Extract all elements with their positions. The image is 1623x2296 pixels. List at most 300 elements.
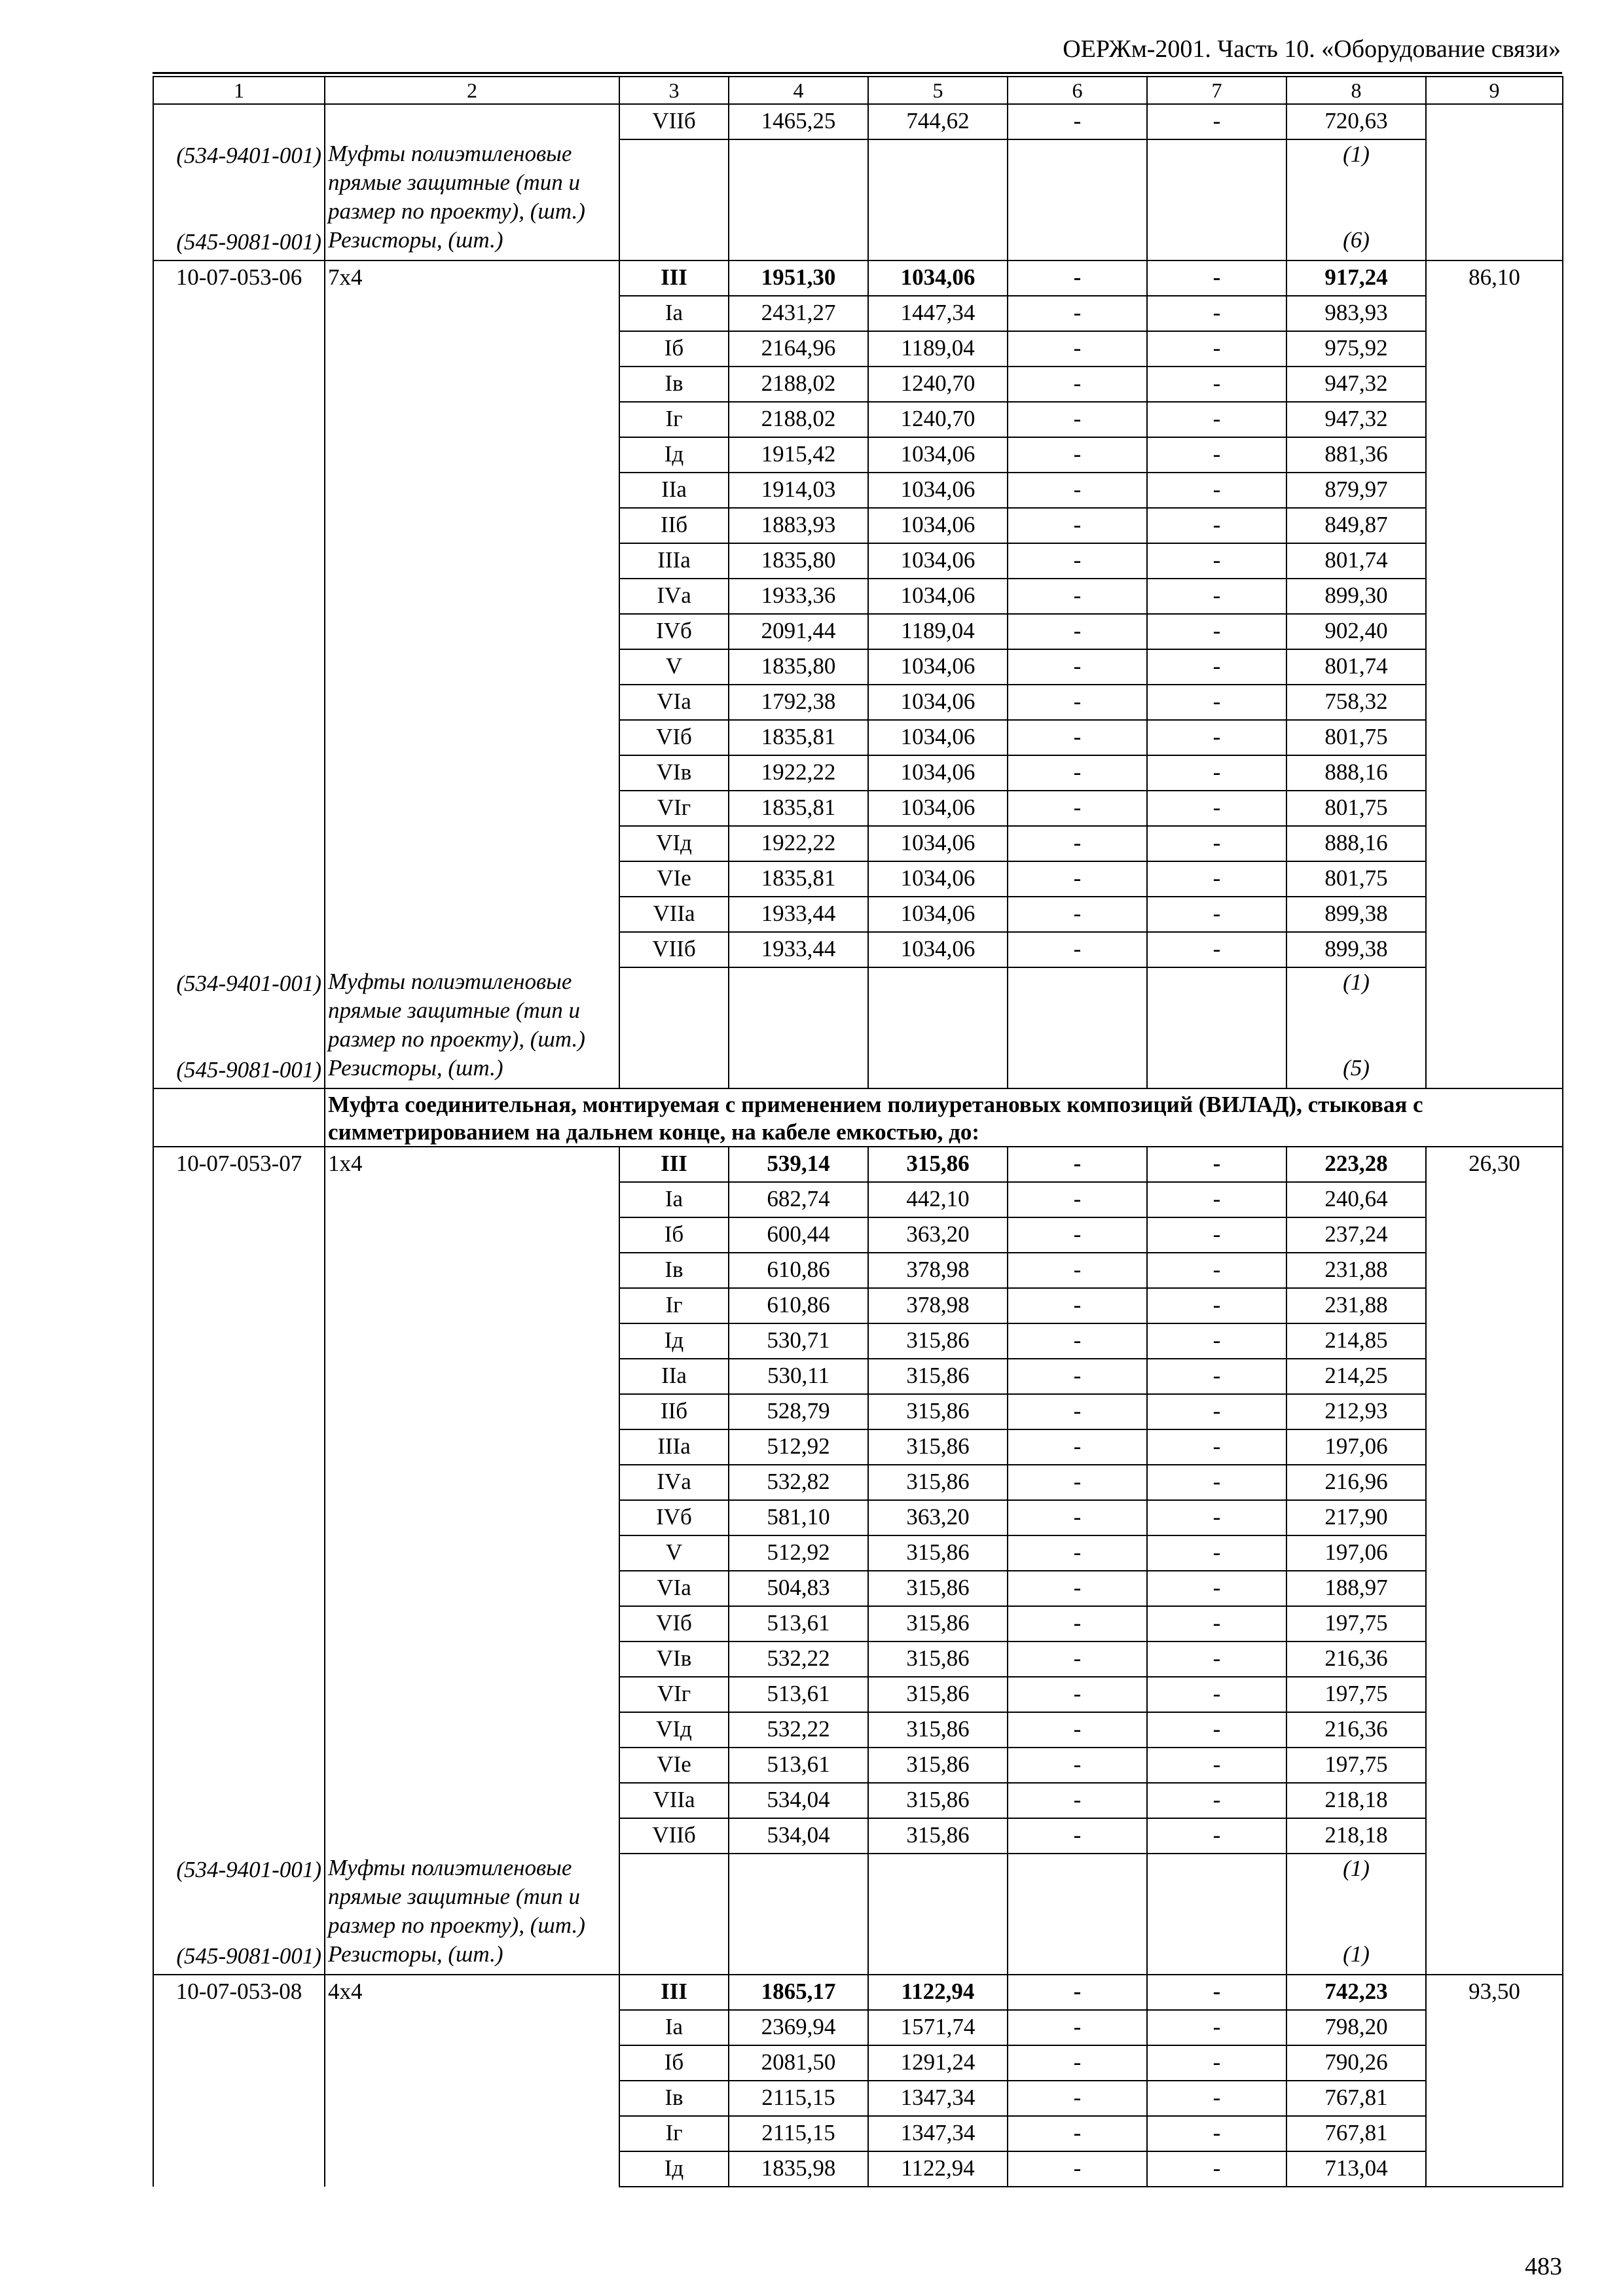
rate-code: 10-07-053-07 — [153, 1147, 325, 1854]
empty-cell — [1008, 1054, 1147, 1088]
machinist-wages-cell: - — [1147, 579, 1286, 614]
total-cost-cell: 1883,93 — [729, 508, 868, 543]
machines-cell: - — [1008, 1712, 1147, 1748]
empty-cell — [729, 139, 868, 226]
empty-cell — [868, 1054, 1008, 1088]
page-number: 483 — [1525, 2253, 1562, 2280]
materials-cell: 975,92 — [1286, 331, 1426, 367]
materials-cell: 720,63 — [1286, 104, 1426, 139]
total-cost-cell: 2115,15 — [729, 2116, 868, 2151]
zone-cell: Iд — [619, 2151, 729, 2187]
total-cost-cell: 1835,81 — [729, 861, 868, 897]
materials-cell: 742,23 — [1286, 1975, 1426, 2010]
material-code: (545-9081-001) — [153, 226, 325, 260]
wages-cell: 442,10 — [868, 1182, 1008, 1217]
machinist-wages-cell: - — [1147, 473, 1286, 508]
zone-cell: Iб — [619, 1217, 729, 1253]
machines-cell: - — [1008, 1975, 1147, 2010]
column-number: 9 — [1426, 77, 1563, 104]
total-cost-cell: 1933,44 — [729, 932, 868, 967]
empty-cell — [868, 226, 1008, 260]
materials-cell: 801,75 — [1286, 720, 1426, 755]
wages-cell: 1034,06 — [868, 720, 1008, 755]
wages-cell: 315,86 — [868, 1359, 1008, 1394]
machines-cell: - — [1008, 720, 1147, 755]
materials-cell: 917,24 — [1286, 260, 1426, 296]
machines-cell: - — [1008, 473, 1147, 508]
machinist-wages-cell: - — [1147, 1217, 1286, 1253]
machinist-wages-cell: - — [1147, 826, 1286, 861]
machines-cell: - — [1008, 1748, 1147, 1783]
machinist-wages-cell: - — [1147, 543, 1286, 579]
machinist-wages-cell: - — [1147, 1500, 1286, 1535]
machines-cell: - — [1008, 543, 1147, 579]
material-row — [153, 967, 1563, 1054]
machines-cell: - — [1008, 1465, 1147, 1500]
material-quantity: (1) — [1286, 1940, 1426, 1975]
empty-cell — [1008, 1940, 1147, 1975]
zone-cell: III — [619, 1147, 729, 1182]
zone-cell: IVб — [619, 614, 729, 649]
table-row — [153, 1975, 1563, 2010]
material-code: (534-9401-001) — [153, 1854, 325, 1940]
total-cost-cell: 2188,02 — [729, 402, 868, 437]
zone-cell: VIе — [619, 861, 729, 897]
zone-cell: Iа — [619, 2010, 729, 2045]
machines-cell: - — [1008, 1394, 1147, 1429]
wages-cell: 1189,04 — [868, 614, 1008, 649]
machinist-wages-cell: - — [1147, 685, 1286, 720]
total-cost-cell: 2369,94 — [729, 2010, 868, 2045]
machines-cell: - — [1008, 1253, 1147, 1288]
total-cost-cell: 513,61 — [729, 1606, 868, 1641]
column-number: 6 — [1008, 77, 1147, 104]
materials-cell: 767,81 — [1286, 2116, 1426, 2151]
section-title: Муфта соединительная, монтируемая с применением полиуретановых композиций (ВИЛАД), стыковая с симметрированием на дальнем конце, на кабеле емкостью, до: — [325, 1088, 1563, 1147]
total-cost-cell: 528,79 — [729, 1394, 868, 1429]
materials-cell: 801,75 — [1286, 861, 1426, 897]
machinist-wages-cell: - — [1147, 2116, 1286, 2151]
machines-cell: - — [1008, 932, 1147, 967]
wages-cell: 1034,06 — [868, 861, 1008, 897]
machines-cell: - — [1008, 897, 1147, 932]
empty-cell — [1008, 967, 1147, 1054]
wages-cell: 1034,06 — [868, 437, 1008, 473]
machines-cell: - — [1008, 508, 1147, 543]
material-name: Муфты полиэтиленовые прямые защитные (тип и размер по проекту), (шт.) — [325, 967, 619, 1054]
total-cost-cell: 2188,02 — [729, 367, 868, 402]
labor-cost-cell: 86,10 — [1426, 260, 1563, 1088]
materials-cell: 197,75 — [1286, 1677, 1426, 1712]
zone-cell: Iв — [619, 367, 729, 402]
total-cost-cell: 539,14 — [729, 1147, 868, 1182]
machinist-wages-cell: - — [1147, 1748, 1286, 1783]
wages-cell: 315,86 — [868, 1535, 1008, 1571]
zone-cell: VIв — [619, 755, 729, 791]
wages-cell: 1347,34 — [868, 2116, 1008, 2151]
empty-cell — [729, 1940, 868, 1975]
total-cost-cell: 1922,22 — [729, 755, 868, 791]
zone-cell: Iа — [619, 1182, 729, 1217]
wages-cell: 1347,34 — [868, 2081, 1008, 2116]
total-cost-cell: 2115,15 — [729, 2081, 868, 2116]
column-number-row — [153, 77, 1563, 104]
machines-cell: - — [1008, 402, 1147, 437]
machinist-wages-cell: - — [1147, 1288, 1286, 1323]
machinist-wages-cell: - — [1147, 720, 1286, 755]
machines-cell: - — [1008, 791, 1147, 826]
empty-cell — [619, 226, 729, 260]
zone-cell: III — [619, 260, 729, 296]
material-code: (534-9401-001) — [153, 139, 325, 226]
machines-cell: - — [1008, 331, 1147, 367]
machinist-wages-cell: - — [1147, 296, 1286, 331]
zone-cell: VIг — [619, 791, 729, 826]
wages-cell: 1240,70 — [868, 367, 1008, 402]
machines-cell: - — [1008, 755, 1147, 791]
empty-cell — [619, 1940, 729, 1975]
column-number: 3 — [619, 77, 729, 104]
materials-cell: 899,30 — [1286, 579, 1426, 614]
materials-cell: 899,38 — [1286, 932, 1426, 967]
wages-cell: 315,86 — [868, 1571, 1008, 1606]
machinist-wages-cell: - — [1147, 649, 1286, 685]
wages-cell: 1189,04 — [868, 331, 1008, 367]
machinist-wages-cell: - — [1147, 1253, 1286, 1288]
total-cost-cell: 1922,22 — [729, 826, 868, 861]
wages-cell: 1034,06 — [868, 649, 1008, 685]
empty-cell — [868, 139, 1008, 226]
machines-cell: - — [1008, 367, 1147, 402]
zone-cell: VIб — [619, 1606, 729, 1641]
materials-cell: 983,93 — [1286, 296, 1426, 331]
running-header: ОЕРЖм-2001. Часть 10. «Оборудование связи» — [1063, 35, 1561, 63]
empty-cell — [868, 967, 1008, 1054]
wages-cell: 1034,06 — [868, 826, 1008, 861]
machinist-wages-cell: - — [1147, 1975, 1286, 2010]
materials-cell: 197,06 — [1286, 1535, 1426, 1571]
machinist-wages-cell: - — [1147, 932, 1286, 967]
column-number: 5 — [868, 77, 1008, 104]
empty-cell — [1147, 1854, 1286, 1940]
materials-cell: 947,32 — [1286, 402, 1426, 437]
machinist-wages-cell: - — [1147, 437, 1286, 473]
materials-cell: 231,88 — [1286, 1288, 1426, 1323]
zone-cell: IIа — [619, 1359, 729, 1394]
machinist-wages-cell: - — [1147, 1535, 1286, 1571]
empty-cell — [325, 104, 619, 139]
material-quantity: (1) — [1286, 1854, 1426, 1940]
total-cost-cell: 610,86 — [729, 1288, 868, 1323]
total-cost-cell: 610,86 — [729, 1253, 868, 1288]
machinist-wages-cell: - — [1147, 1818, 1286, 1854]
zone-cell: IIа — [619, 473, 729, 508]
machines-cell: - — [1008, 1818, 1147, 1854]
wages-cell: 1034,06 — [868, 791, 1008, 826]
total-cost-cell: 504,83 — [729, 1571, 868, 1606]
machines-cell: - — [1008, 2151, 1147, 2187]
materials-cell: 218,18 — [1286, 1783, 1426, 1818]
materials-cell: 758,32 — [1286, 685, 1426, 720]
zone-cell: VIа — [619, 1571, 729, 1606]
machinist-wages-cell: - — [1147, 1147, 1286, 1182]
machines-cell: - — [1008, 685, 1147, 720]
zone-cell: VIIб — [619, 1818, 729, 1854]
total-cost-cell: 530,11 — [729, 1359, 868, 1394]
machinist-wages-cell: - — [1147, 2045, 1286, 2081]
total-cost-cell: 1835,80 — [729, 543, 868, 579]
machines-cell: - — [1008, 614, 1147, 649]
machines-cell: - — [1008, 2045, 1147, 2081]
material-row — [153, 139, 1563, 226]
wages-cell: 1571,74 — [868, 2010, 1008, 2045]
materials-cell: 237,24 — [1286, 1217, 1426, 1253]
total-cost-cell: 1792,38 — [729, 685, 868, 720]
wages-cell: 1034,06 — [868, 755, 1008, 791]
zone-cell: VIе — [619, 1748, 729, 1783]
material-row — [153, 1854, 1563, 1940]
total-cost-cell: 2164,96 — [729, 331, 868, 367]
total-cost-cell: 1835,81 — [729, 720, 868, 755]
materials-cell: 801,75 — [1286, 791, 1426, 826]
machines-cell: - — [1008, 1606, 1147, 1641]
zone-cell: VIа — [619, 685, 729, 720]
total-cost-cell: 532,82 — [729, 1465, 868, 1500]
empty-cell — [619, 967, 729, 1054]
machinist-wages-cell: - — [1147, 861, 1286, 897]
material-quantity: (6) — [1286, 226, 1426, 260]
zone-cell: Iд — [619, 437, 729, 473]
machinist-wages-cell: - — [1147, 1783, 1286, 1818]
materials-cell: 217,90 — [1286, 1500, 1426, 1535]
empty-cell — [619, 1854, 729, 1940]
total-cost-cell: 600,44 — [729, 1217, 868, 1253]
zone-cell: IIб — [619, 508, 729, 543]
total-cost-cell: 682,74 — [729, 1182, 868, 1217]
machinist-wages-cell: - — [1147, 755, 1286, 791]
material-row — [153, 1940, 1563, 1975]
total-cost-cell: 581,10 — [729, 1500, 868, 1535]
wages-cell: 378,98 — [868, 1288, 1008, 1323]
zone-cell: III — [619, 1975, 729, 2010]
zone-cell: VIIа — [619, 1783, 729, 1818]
machines-cell: - — [1008, 260, 1147, 296]
materials-cell: 899,38 — [1286, 897, 1426, 932]
machinist-wages-cell: - — [1147, 1394, 1286, 1429]
materials-cell: 212,93 — [1286, 1394, 1426, 1429]
machinist-wages-cell: - — [1147, 2151, 1286, 2187]
empty-cell — [1426, 139, 1563, 226]
machines-cell: - — [1008, 1535, 1147, 1571]
wages-cell: 315,86 — [868, 1818, 1008, 1854]
total-cost-cell: 1835,80 — [729, 649, 868, 685]
total-cost-cell: 532,22 — [729, 1712, 868, 1748]
zone-cell: V — [619, 649, 729, 685]
total-cost-cell: 534,04 — [729, 1783, 868, 1818]
machines-cell: - — [1008, 296, 1147, 331]
machinist-wages-cell: - — [1147, 508, 1286, 543]
machinist-wages-cell: - — [1147, 1429, 1286, 1465]
rate-name: 4x4 — [325, 1975, 619, 2187]
material-code: (534-9401-001) — [153, 967, 325, 1054]
labor-cost-cell: 93,50 — [1426, 1975, 1563, 2187]
wages-cell: 315,86 — [868, 1641, 1008, 1677]
wages-cell: 1122,94 — [868, 1975, 1008, 2010]
machines-cell: - — [1008, 2116, 1147, 2151]
machinist-wages-cell: - — [1147, 331, 1286, 367]
zone-cell: VIIб — [619, 932, 729, 967]
wages-cell: 1034,06 — [868, 543, 1008, 579]
wages-cell: 1034,06 — [868, 260, 1008, 296]
material-code: (545-9081-001) — [153, 1940, 325, 1975]
wages-cell: 315,86 — [868, 1712, 1008, 1748]
materials-cell: 216,96 — [1286, 1465, 1426, 1500]
total-cost-cell: 1951,30 — [729, 260, 868, 296]
empty-cell — [1147, 967, 1286, 1054]
machines-cell: - — [1008, 2081, 1147, 2116]
zone-cell: VIг — [619, 1677, 729, 1712]
machinist-wages-cell: - — [1147, 367, 1286, 402]
materials-cell: 214,25 — [1286, 1359, 1426, 1394]
machinist-wages-cell: - — [1147, 1571, 1286, 1606]
materials-cell: 713,04 — [1286, 2151, 1426, 2187]
zone-cell: VIIб — [619, 104, 729, 139]
machines-cell: - — [1008, 1641, 1147, 1677]
zone-cell: VIIа — [619, 897, 729, 932]
machines-cell: - — [1008, 1182, 1147, 1217]
wages-cell: 363,20 — [868, 1500, 1008, 1535]
machines-cell: - — [1008, 1571, 1147, 1606]
machines-cell: - — [1008, 579, 1147, 614]
column-number: 1 — [153, 77, 325, 104]
total-cost-cell: 513,61 — [729, 1748, 868, 1783]
machinist-wages-cell: - — [1147, 1606, 1286, 1641]
materials-cell: 790,26 — [1286, 2045, 1426, 2081]
section-header-row — [153, 1088, 1563, 1147]
machines-cell: - — [1008, 1500, 1147, 1535]
table-row — [153, 1147, 1563, 1182]
rate-code: 10-07-053-06 — [153, 260, 325, 967]
wages-cell: 1034,06 — [868, 897, 1008, 932]
zone-cell: Iб — [619, 2045, 729, 2081]
column-number: 8 — [1286, 77, 1426, 104]
zone-cell: Iг — [619, 1288, 729, 1323]
column-number: 4 — [729, 77, 868, 104]
wages-cell: 1291,24 — [868, 2045, 1008, 2081]
rates-table — [153, 76, 1563, 2187]
table-body — [153, 77, 1563, 2187]
zone-cell: IVа — [619, 1465, 729, 1500]
material-row — [153, 1054, 1563, 1088]
machinist-wages-cell: - — [1147, 791, 1286, 826]
material-name: Резисторы, (шт.) — [325, 1054, 619, 1088]
total-cost-cell: 1933,36 — [729, 579, 868, 614]
machines-cell: - — [1008, 861, 1147, 897]
machinist-wages-cell: - — [1147, 1182, 1286, 1217]
materials-cell: 801,74 — [1286, 649, 1426, 685]
wages-cell: 1122,94 — [868, 2151, 1008, 2187]
empty-cell — [153, 1088, 325, 1147]
zone-cell: IVа — [619, 579, 729, 614]
zone-cell: Iб — [619, 331, 729, 367]
machinist-wages-cell: - — [1147, 402, 1286, 437]
wages-cell: 1447,34 — [868, 296, 1008, 331]
machines-cell: - — [1008, 826, 1147, 861]
empty-cell — [1008, 226, 1147, 260]
machinist-wages-cell: - — [1147, 104, 1286, 139]
materials-cell: 223,28 — [1286, 1147, 1426, 1182]
column-number: 2 — [325, 77, 619, 104]
machines-cell: - — [1008, 649, 1147, 685]
zone-cell: Iв — [619, 2081, 729, 2116]
empty-cell — [729, 1054, 868, 1088]
material-name: Муфты полиэтиленовые прямые защитные (тип и размер по проекту), (шт.) — [325, 1854, 619, 1940]
materials-cell: 879,97 — [1286, 473, 1426, 508]
materials-cell: 767,81 — [1286, 2081, 1426, 2116]
zone-cell: IIIа — [619, 543, 729, 579]
materials-cell: 888,16 — [1286, 826, 1426, 861]
wages-cell: 315,86 — [868, 1748, 1008, 1783]
machinist-wages-cell: - — [1147, 1677, 1286, 1712]
total-cost-cell: 1865,17 — [729, 1975, 868, 2010]
wages-cell: 315,86 — [868, 1147, 1008, 1182]
material-quantity: (1) — [1286, 139, 1426, 226]
zone-cell: VIв — [619, 1641, 729, 1677]
material-name: Резисторы, (шт.) — [325, 1940, 619, 1975]
machines-cell: - — [1008, 2010, 1147, 2045]
zone-cell: Iг — [619, 402, 729, 437]
material-code: (545-9081-001) — [153, 1054, 325, 1088]
wages-cell: 315,86 — [868, 1394, 1008, 1429]
wages-cell: 1034,06 — [868, 579, 1008, 614]
material-name: Резисторы, (шт.) — [325, 226, 619, 260]
machines-cell: - — [1008, 1217, 1147, 1253]
materials-cell: 216,36 — [1286, 1712, 1426, 1748]
zone-cell: VIд — [619, 1712, 729, 1748]
wages-cell: 315,86 — [868, 1606, 1008, 1641]
wages-cell: 1034,06 — [868, 932, 1008, 967]
total-cost-cell: 512,92 — [729, 1535, 868, 1571]
zone-cell: Iв — [619, 1253, 729, 1288]
empty-cell — [1147, 1940, 1286, 1975]
wages-cell: 1034,06 — [868, 473, 1008, 508]
machinist-wages-cell: - — [1147, 1641, 1286, 1677]
empty-cell — [619, 139, 729, 226]
wages-cell: 315,86 — [868, 1465, 1008, 1500]
machinist-wages-cell: - — [1147, 1465, 1286, 1500]
zone-cell: IVб — [619, 1500, 729, 1535]
total-cost-cell: 513,61 — [729, 1677, 868, 1712]
rate-name: 1x4 — [325, 1147, 619, 1854]
materials-cell: 197,75 — [1286, 1748, 1426, 1783]
total-cost-cell: 512,92 — [729, 1429, 868, 1465]
total-cost-cell: 1835,98 — [729, 2151, 868, 2187]
machinist-wages-cell: - — [1147, 2010, 1286, 2045]
machinist-wages-cell: - — [1147, 614, 1286, 649]
empty-cell — [1426, 226, 1563, 260]
machines-cell: - — [1008, 1783, 1147, 1818]
wages-cell: 315,86 — [868, 1783, 1008, 1818]
materials-cell: 216,36 — [1286, 1641, 1426, 1677]
zone-cell: VIд — [619, 826, 729, 861]
total-cost-cell: 1835,81 — [729, 791, 868, 826]
machines-cell: - — [1008, 437, 1147, 473]
material-quantity: (1) — [1286, 967, 1426, 1054]
wages-cell: 315,86 — [868, 1429, 1008, 1465]
machines-cell: - — [1008, 104, 1147, 139]
materials-cell: 798,20 — [1286, 2010, 1426, 2045]
materials-cell: 881,36 — [1286, 437, 1426, 473]
